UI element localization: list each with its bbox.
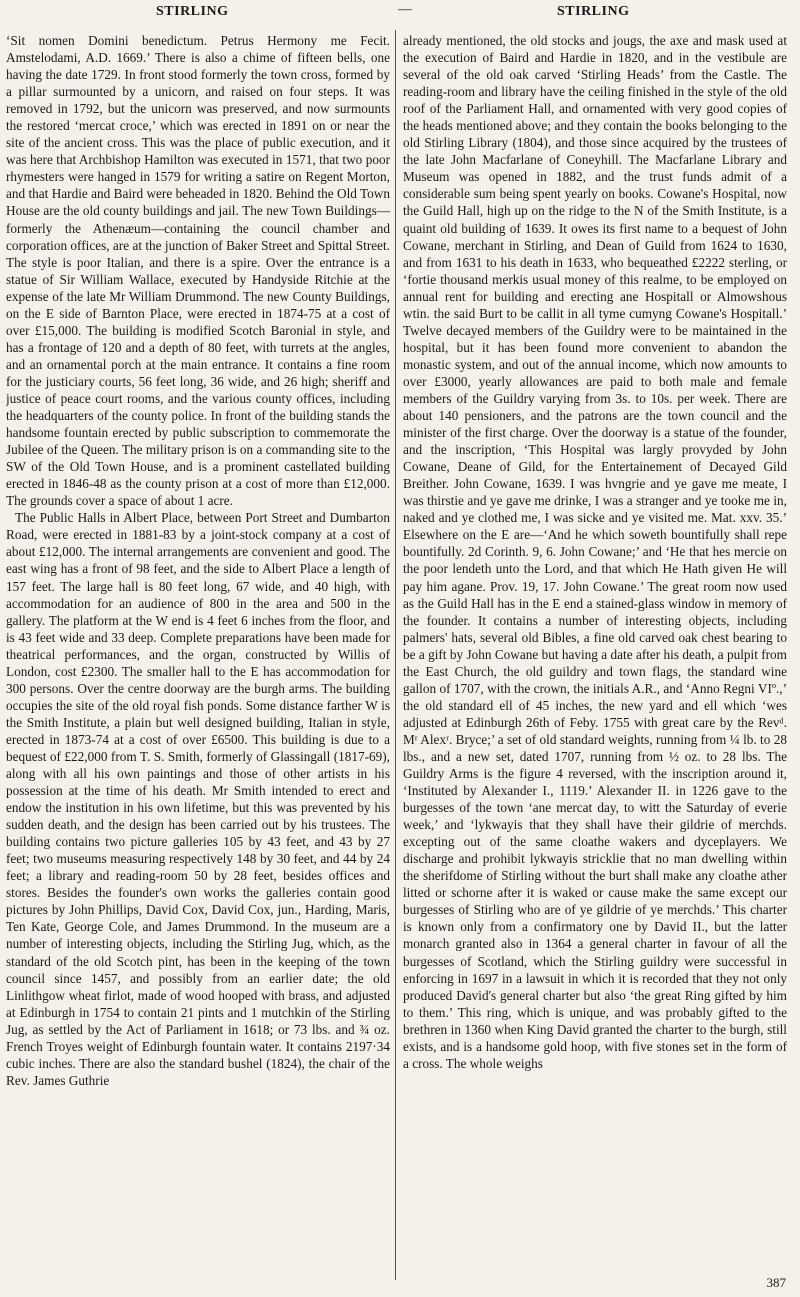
- column-divider: [395, 30, 396, 1280]
- paragraph: The Public Halls in Albert Place, between Port Street and Dumbarton Road, were erected in 1881-83 by a joint-stock company at a cost of about £12,000. The internal arrangements are convenient and good. The east wing has a front of 98 feet, and the side to Albert Place a length of 157 feet. The large hall is 80 feet long, 67 wide, and 40 high, with accommodation for an audience of 800 in the area and 500 in the gallery. The platform at the W end is 4 feet 6 inches from the floor, and is 43 feet wide and 33 deep. Complete preparations have been made for theatrical performances, and the organ, constructed by Willis of London, cost £2300. The smaller hall to the E has accommodation for 300 persons. Over the centre doorway are the burgh arms. The building occupies the site of the old royal fish ponds. Some distance farther W is the Smith Institute, a plain but well designed building, Italian in style, erected in 1873-74 at a cost of over £6500. This building is due to a bequest of £22,000 from T. S. Smith, formerly of Glassingall (1817-69), along with all his own paintings and those of other artists in his possession at the time of his death. Mr Smith intended to erect and endow the institution in his own lifetime, but this was prevented by his sudden death, and the design has been carried out by his trustees. The building contains two picture galleries 105 by 43 feet, and 43 by 27 feet; two museums measuring respectively 148 by 30 feet, and 44 by 24 feet; a library and reading-room 50 by 28 feet, besides offices and stores. Besides the founder's own works the galleries contain good pictures by John Phillips, David Cox, David Cox, jun., Harding, Maris, Ten Kate, George Cole, and James Drummond. In the museum are a number of interesting objects, including the Stirling Jug, which, as the standard of the old Scotch pint, has been in the keeping of the town council since 1457, and possibly from an earlier date; the old Linlithgow wheat firlot, made of wood hooped with brass, and adjusted at Edinburgh in 1754 to contain 21 pints and 1 mutchkin of the Stirling Jug, as settled by the Act of Parliament in 1618; or 73 lbs. and ¾ oz. French Troyes weight of Edinburgh fountain water. It contains 2197·34 cubic inches. There are also the standard bushel (1824), the chair of the Rev. James Guthrie: [6, 510, 390, 1088]
- page-number: 387: [766, 1275, 786, 1290]
- paragraph: ‘Sit nomen Domini benedictum. Petrus Hermony me Fecit. Amstelodami, A.D. 1669.’ There is also a chime of fifteen bells, one having the date 1729. In front stood formerly the town cross, formed by a pillar surmounted by a unicorn, and raised on four steps. It was removed in 1792, but the unicorn was preserved, and now surmounts the restored ‘mercat croce,’ which was erected in 1891 on or near the site of the ancient cross. This was the place of public execution, and it was here that Archbishop Hamilton was executed in 1571, that two poor rhymesters were hanged in 1579 for writing a satire on Regent Morton, and that Hardie and Baird were beheaded in 1820. Behind the Old Town House are the old county buildings and jail. The new Town Buildings—formerly the Athenæum—containing the council chamber and corporation offices, are at the junction of Baker Street and Spittal Street. The style is poor Italian, and there is a spire. Over the entrance is a statue of Sir William Wallace, executed by Handyside Ritchie at the expense of the late Mr William Drummond. The new County Buildings, on the E side of Barnton Place, were erected in 1874-75 at a cost of over £15,000. The building is modified Scotch Baronial in style, and has a frontage of 120 and a depth of 80 feet, with turrets at the angles, and an ornamental porch at the main entrance. It contains a fine room for the justiciary courts, 56 feet long, 36 wide, and 26 high; sheriff and justice of peace court rooms, and the various county offices, including the headquarters of the county police. In front of the building stands the handsome fountain erected by public subscription to commemorate the Jubilee of the Queen. The military prison is on a commanding site to the SW of the Old Town House, and is a prominent castellated building erected in 1846-48 as the county prison at a cost of more than £12,000. The grounds cover a space of about 1 acre.: [6, 33, 390, 509]
- running-header: [0, 4, 800, 24]
- right-column: [403, 32, 787, 1272]
- header-left-title: STIRLING: [156, 4, 229, 19]
- header-right-title: STIRLING: [557, 4, 630, 19]
- left-column: [6, 32, 390, 1272]
- header-center-mark: —: [398, 2, 413, 17]
- paragraph: already mentioned, the old stocks and jougs, the axe and mask used at the execution of Baird and Hardie in 1820, and in the vestibule are several of the old oak carved ‘Stirling Heads’ from the Castle. The reading-room and library have the ceiling finished in the style of the old roof of the Parliament Hall, and ornamented with very good copies of the heads mentioned above; and they contain the books belonging to the old Stirling Library (1804), and those since acquired by the trustees of the late John Macfarlane of Coneyhill. The Macfarlane Library and Museum was opened in 1882, and the trust funds admit of a considerable sum being spent yearly on books. Cowane's Hospital, now the Guild Hall, high up on the ridge to the N of the Smith Institute, is a quaint old building of 1639. It owes its first name to a bequest of John Cowane, merchant in Stirling, and Dean of Guild from 1624 to 1630, and from 1631 to his death in 1633, who bequeathed £2222 sterling, or ‘fortie thousand merkis usual money of this realme, to be employed on annual rent for building and erecting ane Hospitall or Almowshous wtin. the said Burt to be callit in all tyme cumyng Cowane's Hospitall.’ Twelve decayed members of the Guildry were to be maintained in the hospital, but it has been found more convenient to abandon the monastic system, and out of the annual income, which now amounts to over £3000, yearly allowances are paid to both male and female members of the Guildry varying from 3s. to 10s. per week. There are about 140 pensioners, and the patrons are the town council and the minister of the first charge. Over the doorway is a statue of the founder, and the inscription, ‘This Hospital was largly provyded by John Cowane, Deane of Gild, for the Entertainement of Decayed Gild Breither. John Cowane, 1639. I was hvngrie and ye gave me meate, I was thirstie and ye gave me drinke, I was a stranger and ye tooke me in, naked and ye clothed me, I was sicke and ye visited me. Mat. xxv. 35.’ Elsewhere on the E are—‘And he which soweth bountifully shall repe bountifully. 2d Corinth. 9, 6. John Cowane;’ and ‘He that hes mercie on the poor lendeth unto the Lord, and that which He Hath given He will pay him agane. Prov. 19, 17. John Cowane.’ The great room now used as the Guild Hall has in the E end a stained-glass window in memory of the founder. It contains a number of interesting objects, including palmers' hats, several old Bibles, a fine old carved oak chest bearing to be a gift by John Cowane but having a date after his death, a pulpit from the East Church, the old guildry and town flags, the standard wine gallon of 1707, with the crown, the initials A.R., and ‘Anno Regni VIº.,’ the old standard ell of 45 inches, the new yard and ell which ‘wes adjusted at Edinburgh 26th of Feby. 1755 with great care by the Revᵈ. Mʳ Alexʳ. Bryce;’ a set of old standard weights, running from ¼ lb. to 28 lbs., and a new set, dated 1707, running from ½ oz. to 28 lbs. The Guildry Arms is the figure 4 reversed, with the inscription around it, ‘Instituted by Alexander I., 1119.’ Alexander II. in 1226 gave to the burgesses of the town ‘ane mercat day, to witt the Saturday of everie week,’ and ‘lykwayis that they shall have their gildrie of merchds. excepting out of the same cloathe wakers and dyceplayers. We discharge and prohibit lykwayis stricklie that no man dwelling within the sherifdome of Stirling without the burt shall make any cloathe ather litted or schorne after it is waked or cause make the same except our burgesses of Stirling who are of ye gildrie of ye merchds.’ This charter is known only from a confirmatory one by David II., but the latter monarch granted also in 1364 a general charter in favour of all the burgesses of Scotland, which the Stirling guildry were successful in enforcing in 1697 in a lawsuit in which it is recorded that they not only produced David's general charter but also ‘the great Ring gifted by him to them.’ This ring, which is unique, and was probably gifted to the brethren in 1360 when King David granted the charter to the burgh, still exists, and is a handsome gold hoop, with five stones set in the form of a cross. The whole weighs: [403, 33, 787, 1071]
